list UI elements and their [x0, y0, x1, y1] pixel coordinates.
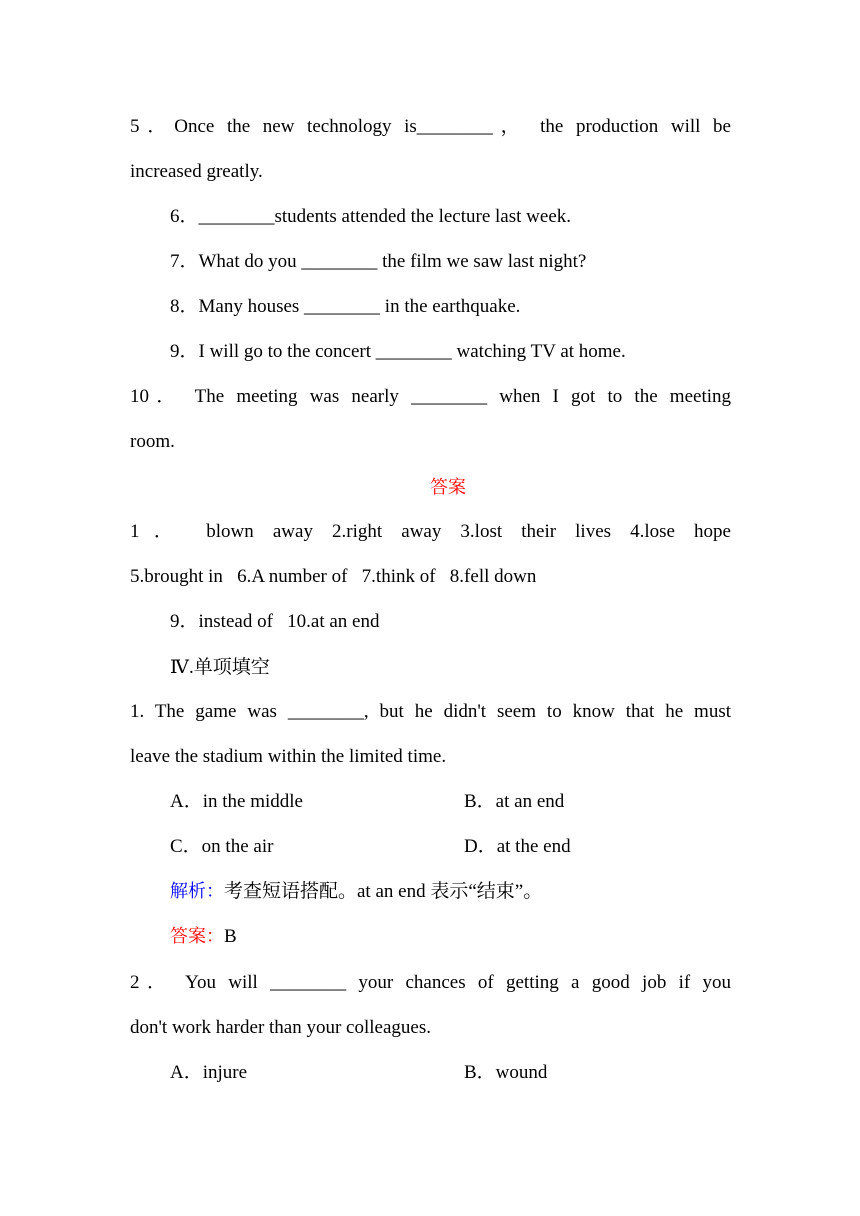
mc-question-2-line-2: don't work harder than your colleagues. [130, 1017, 431, 1038]
answer-label: 答案： [170, 926, 224, 947]
question-6: 6．________students attended the lecture last week. [170, 206, 572, 227]
question-8: 8．Many houses ________ in the earthquake. [170, 296, 521, 317]
mc-question-2-option-b: B．wound [464, 1062, 548, 1083]
answers-line-3: 9．instead of 10.at an end [170, 611, 380, 632]
question-5-line-2: increased greatly. [130, 161, 263, 182]
question-7: 7．What do you ________ the film we saw last night? [170, 251, 587, 272]
question-10-line-1: 10． The meeting was nearly ________ when I got to the meeting [130, 386, 731, 407]
answers-line-2: 5.brought in 6.A number of 7.think of 8.fell down [130, 566, 537, 587]
analysis-label: 解析： [170, 881, 224, 902]
question-10-line-2: room. [130, 431, 175, 452]
section-4-heading [170, 656, 270, 680]
mc-question-1-answer [170, 925, 237, 949]
mc-question-1-option-d: D．at the end [464, 836, 571, 857]
mc-question-2-line-1: 2． You will ________ your chances of getting a good job if you [130, 972, 731, 993]
section-4-heading-text: Ⅳ.单项填空 [170, 657, 270, 678]
question-5-line-1: 5．Once the new technology is________， the production will be [130, 116, 731, 137]
mc-question-1-option-b: B．at an end [464, 791, 565, 812]
analysis-text: 考查短语搭配。at an end 表示“结束”。 [224, 881, 543, 902]
mc-question-1-line-2: leave the stadium within the limited time. [130, 746, 447, 767]
mc-question-1-line-1: 1. The game was ________, but he didn't seem to know that he must [130, 701, 731, 722]
question-9: 9．I will go to the concert ________ watching TV at home. [170, 341, 626, 362]
answer-value: B [224, 926, 237, 947]
answer-heading: 答案 [430, 477, 466, 498]
mc-question-1-option-c: C．on the air [170, 836, 274, 857]
mc-question-1-analysis [170, 880, 542, 904]
mc-question-1-option-a: A．in the middle [170, 791, 303, 812]
mc-question-2-option-a: A．injure [170, 1062, 248, 1083]
answers-line-1: 1． blown away 2.right away 3.lost their lives 4.lose hope [130, 521, 731, 542]
